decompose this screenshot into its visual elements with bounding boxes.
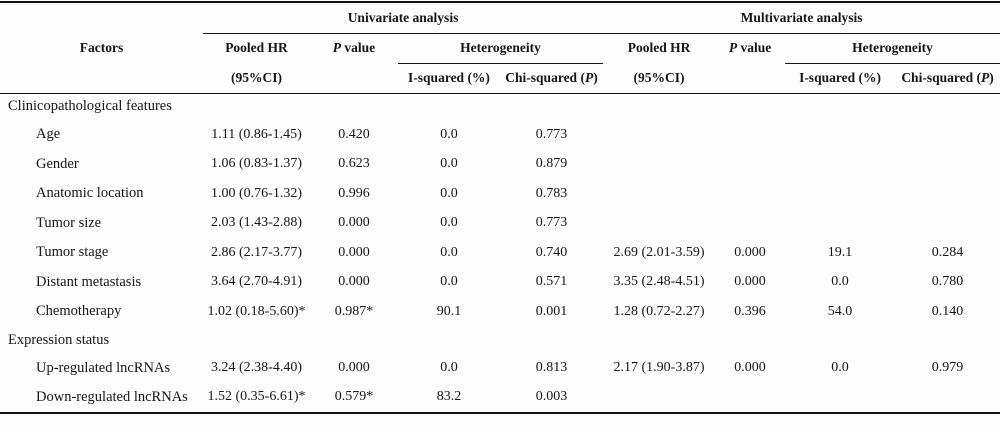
section-label: Clinicopathological features bbox=[8, 98, 172, 115]
section-row-expression-status bbox=[0, 327, 1000, 354]
factor-label: Anatomic location bbox=[36, 185, 144, 202]
cell-multi-pooled-hr: 3.35 (2.48-4.51) bbox=[613, 274, 705, 290]
table-row-tumor-stage bbox=[0, 238, 1000, 268]
cell-multi-pooled-hr: 2.69 (2.01-3.59) bbox=[613, 244, 705, 260]
cell-multi-i-squared bbox=[785, 209, 895, 239]
cell-multi-i-squared: 19.1 bbox=[827, 244, 853, 260]
cell-uni-p-value: 0.420 bbox=[338, 126, 370, 142]
cell-uni-p-value: 0.000 bbox=[338, 215, 370, 231]
cell-multi-chi-squared bbox=[895, 383, 1000, 413]
cell-uni-p-value: 0.000 bbox=[338, 274, 370, 290]
table-row-distant-metastasis bbox=[0, 268, 1000, 298]
chi-squared-pre: Chi-squared ( bbox=[505, 70, 585, 85]
column-header-uni-ci: (95%CI) bbox=[203, 63, 310, 93]
cell-multi-chi-squared: 0.780 bbox=[931, 274, 964, 290]
chi-squared-p-italic: P bbox=[980, 70, 990, 85]
cell-multi-p-value bbox=[715, 120, 785, 150]
cell-uni-p-value: 0.987* bbox=[334, 303, 374, 319]
cell-uni-chi-squared: 0.773 bbox=[535, 215, 568, 231]
table-row-anatomic-location bbox=[0, 179, 1000, 209]
p-value-rest: value bbox=[341, 40, 376, 56]
cell-uni-pooled-hr: 3.24 (2.38-4.40) bbox=[211, 360, 302, 376]
cell-uni-pooled-hr: 3.64 (2.70-4.91) bbox=[211, 274, 302, 290]
p-value-italic: P bbox=[332, 40, 342, 56]
column-group-uni-heterogeneity: Heterogeneity bbox=[398, 33, 603, 63]
cell-multi-i-squared bbox=[785, 179, 895, 209]
cell-multi-pooled-hr bbox=[603, 179, 715, 209]
column-header-uni-p-value bbox=[310, 33, 398, 63]
cell-uni-p-value: 0.000 bbox=[338, 244, 370, 260]
cell-uni-pooled-hr: 2.03 (1.43-2.88) bbox=[211, 215, 302, 231]
cell-uni-i-squared: 0.0 bbox=[440, 274, 458, 290]
cell-multi-chi-squared bbox=[895, 179, 1000, 209]
cell-uni-chi-squared: 0.783 bbox=[535, 185, 568, 201]
cell-uni-chi-squared: 0.879 bbox=[535, 156, 568, 172]
table-row-chemotherapy bbox=[0, 297, 1000, 327]
factor-label: Tumor size bbox=[36, 214, 102, 231]
table-row-gender bbox=[0, 150, 1000, 180]
cell-uni-chi-squared: 0.001 bbox=[535, 303, 568, 319]
table-row-age bbox=[0, 120, 1000, 150]
column-header-multi-pooled-hr: Pooled HR bbox=[627, 40, 691, 56]
table-header bbox=[0, 2, 1000, 93]
chi-squared-p-italic: P bbox=[584, 70, 594, 85]
cell-multi-chi-squared bbox=[895, 209, 1000, 239]
meta-analysis-table bbox=[0, 1, 1000, 414]
factor-label: Distant metastasis bbox=[36, 273, 142, 290]
cell-multi-pooled-hr bbox=[603, 150, 715, 180]
chi-squared-post: ) bbox=[989, 70, 994, 85]
cell-multi-p-value bbox=[715, 209, 785, 239]
table-row-down-regulated-lncrnas bbox=[0, 383, 1000, 413]
cell-multi-chi-squared bbox=[895, 150, 1000, 180]
cell-multi-pooled-hr bbox=[603, 209, 715, 239]
section-row-clinicopathological bbox=[0, 93, 1000, 120]
column-header-multi-ci: (95%CI) bbox=[603, 63, 715, 93]
column-group-multivariate: Multivariate analysis bbox=[603, 2, 1000, 33]
cell-multi-p-value: 0.000 bbox=[734, 274, 766, 290]
cell-uni-i-squared: 0.0 bbox=[440, 126, 458, 142]
factor-label: Chemotherapy bbox=[36, 303, 122, 320]
chi-squared-post: ) bbox=[593, 70, 598, 85]
cell-uni-pooled-hr: 1.52 (0.35-6.61)* bbox=[207, 389, 306, 405]
cell-multi-i-squared bbox=[785, 150, 895, 180]
section-label: Expression status bbox=[8, 331, 110, 348]
cell-multi-pooled-hr bbox=[603, 120, 715, 150]
cell-uni-chi-squared: 0.813 bbox=[535, 360, 568, 376]
column-header-uni-chi-squared bbox=[500, 63, 603, 93]
cell-multi-i-squared bbox=[785, 383, 895, 413]
cell-multi-pooled-hr: 1.28 (0.72-2.27) bbox=[613, 303, 705, 319]
cell-uni-chi-squared: 0.773 bbox=[535, 126, 568, 142]
cell-uni-pooled-hr: 1.00 (0.76-1.32) bbox=[211, 185, 302, 201]
column-header-factors: Factors bbox=[0, 2, 203, 93]
cell-uni-pooled-hr: 1.02 (0.18-5.60)* bbox=[207, 303, 306, 319]
cell-multi-i-squared: 0.0 bbox=[831, 360, 849, 376]
cell-uni-i-squared: 90.1 bbox=[436, 303, 462, 319]
table-row-tumor-size bbox=[0, 209, 1000, 239]
p-value-rest: value bbox=[737, 40, 772, 56]
cell-uni-i-squared: 0.0 bbox=[440, 360, 458, 376]
cell-uni-i-squared: 0.0 bbox=[440, 185, 458, 201]
factor-label: Gender bbox=[36, 155, 79, 172]
cell-uni-i-squared: 0.0 bbox=[440, 244, 458, 260]
cell-multi-p-value bbox=[715, 179, 785, 209]
cell-uni-p-value: 0.623 bbox=[338, 156, 370, 172]
factor-label: Tumor stage bbox=[36, 244, 109, 261]
cell-multi-i-squared bbox=[785, 120, 895, 150]
cell-multi-i-squared: 0.0 bbox=[831, 274, 849, 290]
cell-multi-chi-squared bbox=[895, 120, 1000, 150]
factor-label: Age bbox=[36, 126, 61, 143]
cell-uni-pooled-hr: 2.86 (2.17-3.77) bbox=[211, 244, 302, 260]
header-group-row bbox=[0, 2, 1000, 33]
cell-multi-p-value: 0.000 bbox=[734, 360, 766, 376]
factor-label: Down-regulated lncRNAs bbox=[36, 388, 188, 405]
chi-squared-pre: Chi-squared ( bbox=[901, 70, 981, 85]
cell-uni-p-value: 0.996 bbox=[338, 185, 370, 201]
column-header-multi-i-squared: I-squared (%) bbox=[785, 63, 895, 93]
cell-uni-i-squared: 83.2 bbox=[436, 389, 462, 405]
cell-multi-p-value bbox=[715, 383, 785, 413]
cell-multi-chi-squared: 0.140 bbox=[931, 303, 964, 319]
factor-label: Up-regulated lncRNAs bbox=[36, 359, 171, 376]
cell-uni-chi-squared: 0.740 bbox=[535, 244, 568, 260]
column-header-uni-i-squared: I-squared (%) bbox=[398, 63, 500, 93]
cell-uni-chi-squared: 0.003 bbox=[535, 389, 568, 405]
cell-uni-chi-squared: 0.571 bbox=[535, 274, 568, 290]
cell-uni-p-value: 0.579* bbox=[334, 389, 374, 405]
cell-uni-i-squared: 0.0 bbox=[440, 215, 458, 231]
cell-multi-p-value: 0.396 bbox=[734, 303, 766, 319]
cell-multi-i-squared: 54.0 bbox=[827, 303, 853, 319]
column-header-uni-pooled-hr: Pooled HR bbox=[225, 40, 288, 56]
cell-uni-i-squared: 0.0 bbox=[440, 156, 458, 172]
column-header-uni-p-value-spacer bbox=[310, 63, 398, 93]
column-header-multi-chi-squared bbox=[895, 63, 1000, 93]
cell-multi-pooled-hr: 2.17 (1.90-3.87) bbox=[613, 360, 705, 376]
cell-multi-p-value: 0.000 bbox=[734, 244, 766, 260]
p-value-italic: P bbox=[728, 40, 738, 56]
cell-uni-pooled-hr: 1.11 (0.86-1.45) bbox=[211, 126, 302, 142]
column-group-multi-heterogeneity: Heterogeneity bbox=[785, 33, 1000, 63]
cell-multi-pooled-hr bbox=[603, 383, 715, 413]
table-body bbox=[0, 93, 1000, 413]
cell-uni-p-value: 0.000 bbox=[338, 360, 370, 376]
cell-multi-chi-squared: 0.284 bbox=[931, 244, 964, 260]
table-row-up-regulated-lncrnas bbox=[0, 354, 1000, 384]
column-header-multi-p-value-spacer bbox=[715, 63, 785, 93]
cell-multi-chi-squared: 0.979 bbox=[931, 360, 964, 376]
cell-multi-p-value bbox=[715, 150, 785, 180]
column-header-multi-p-value bbox=[715, 33, 785, 63]
column-group-univariate: Univariate analysis bbox=[203, 2, 603, 33]
cell-uni-pooled-hr: 1.06 (0.83-1.37) bbox=[211, 156, 302, 172]
